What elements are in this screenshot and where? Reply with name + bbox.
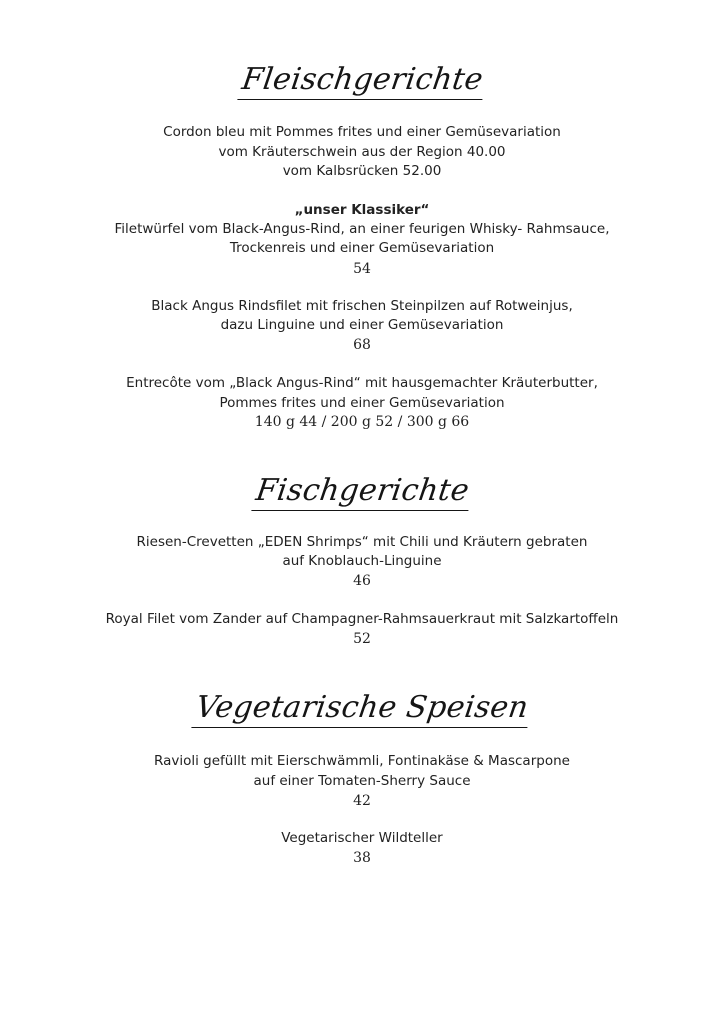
rindsfilet-price: 68 [353, 337, 371, 353]
cordon-line-2: vom Kräuterschwein aus der Region 40.00 [218, 144, 506, 160]
wildteller-line-1: Vegetarischer Wildteller [281, 830, 443, 846]
heading-fischgerichte: Fischgerichte [0, 473, 724, 511]
ravioli-line-1: Ravioli gefüllt mit Eierschwämmli, Fontinakäse & Mascarpone [154, 753, 570, 769]
ravioli-price: 42 [353, 793, 371, 809]
cordon-line-3: vom Kalbsrücken 52.00 [282, 163, 442, 179]
wildteller-price: 38 [353, 850, 371, 866]
entrecote-line-2: Pommes frites und einer Gemüsevariation [219, 395, 505, 411]
heading-vegetarische-speisen: Vegetarische Speisen [0, 690, 724, 728]
entrecote-price: 140 g 44 / 200 g 52 / 300 g 66 [254, 414, 470, 430]
entrecote-line-1: Entrecôte vom „Black Angus-Rind“ mit hausgemachter Kräuterbutter, [126, 375, 598, 391]
cordon-line-1: Cordon bleu mit Pommes frites und einer Gemüsevariation [163, 124, 561, 140]
klassiker-line-1: Filetwürfel vom Black-Angus-Rind, an einer feurigen Whisky- Rahmsauce, [114, 221, 610, 237]
rindsfilet-line-2: dazu Linguine und einer Gemüsevariation [220, 317, 504, 333]
rindsfilet-line-1: Black Angus Rindsfilet mit frischen Steinpilzen auf Rotweinjus, [151, 298, 573, 314]
heading-fleischgerichte: Fleischgerichte [0, 62, 724, 100]
zander-price: 52 [353, 631, 371, 647]
ravioli-line-2: auf einer Tomaten-Sherry Sauce [253, 773, 471, 789]
crevetten-line-2: auf Knoblauch-Linguine [282, 553, 442, 569]
klassiker-price: 54 [353, 261, 371, 277]
klassiker-line-2: Trockenreis und einer Gemüsevariation [229, 240, 495, 256]
crevetten-line-1: Riesen-Crevetten „EDEN Shrimps“ mit Chili und Kräutern gebraten [136, 534, 588, 550]
klassiker-title: „unser Klassiker“ [294, 202, 430, 218]
crevetten-price: 46 [353, 573, 371, 589]
zander-line-1: Royal Filet vom Zander auf Champagner-Rahmsauerkraut mit Salzkartoffeln [105, 611, 619, 627]
